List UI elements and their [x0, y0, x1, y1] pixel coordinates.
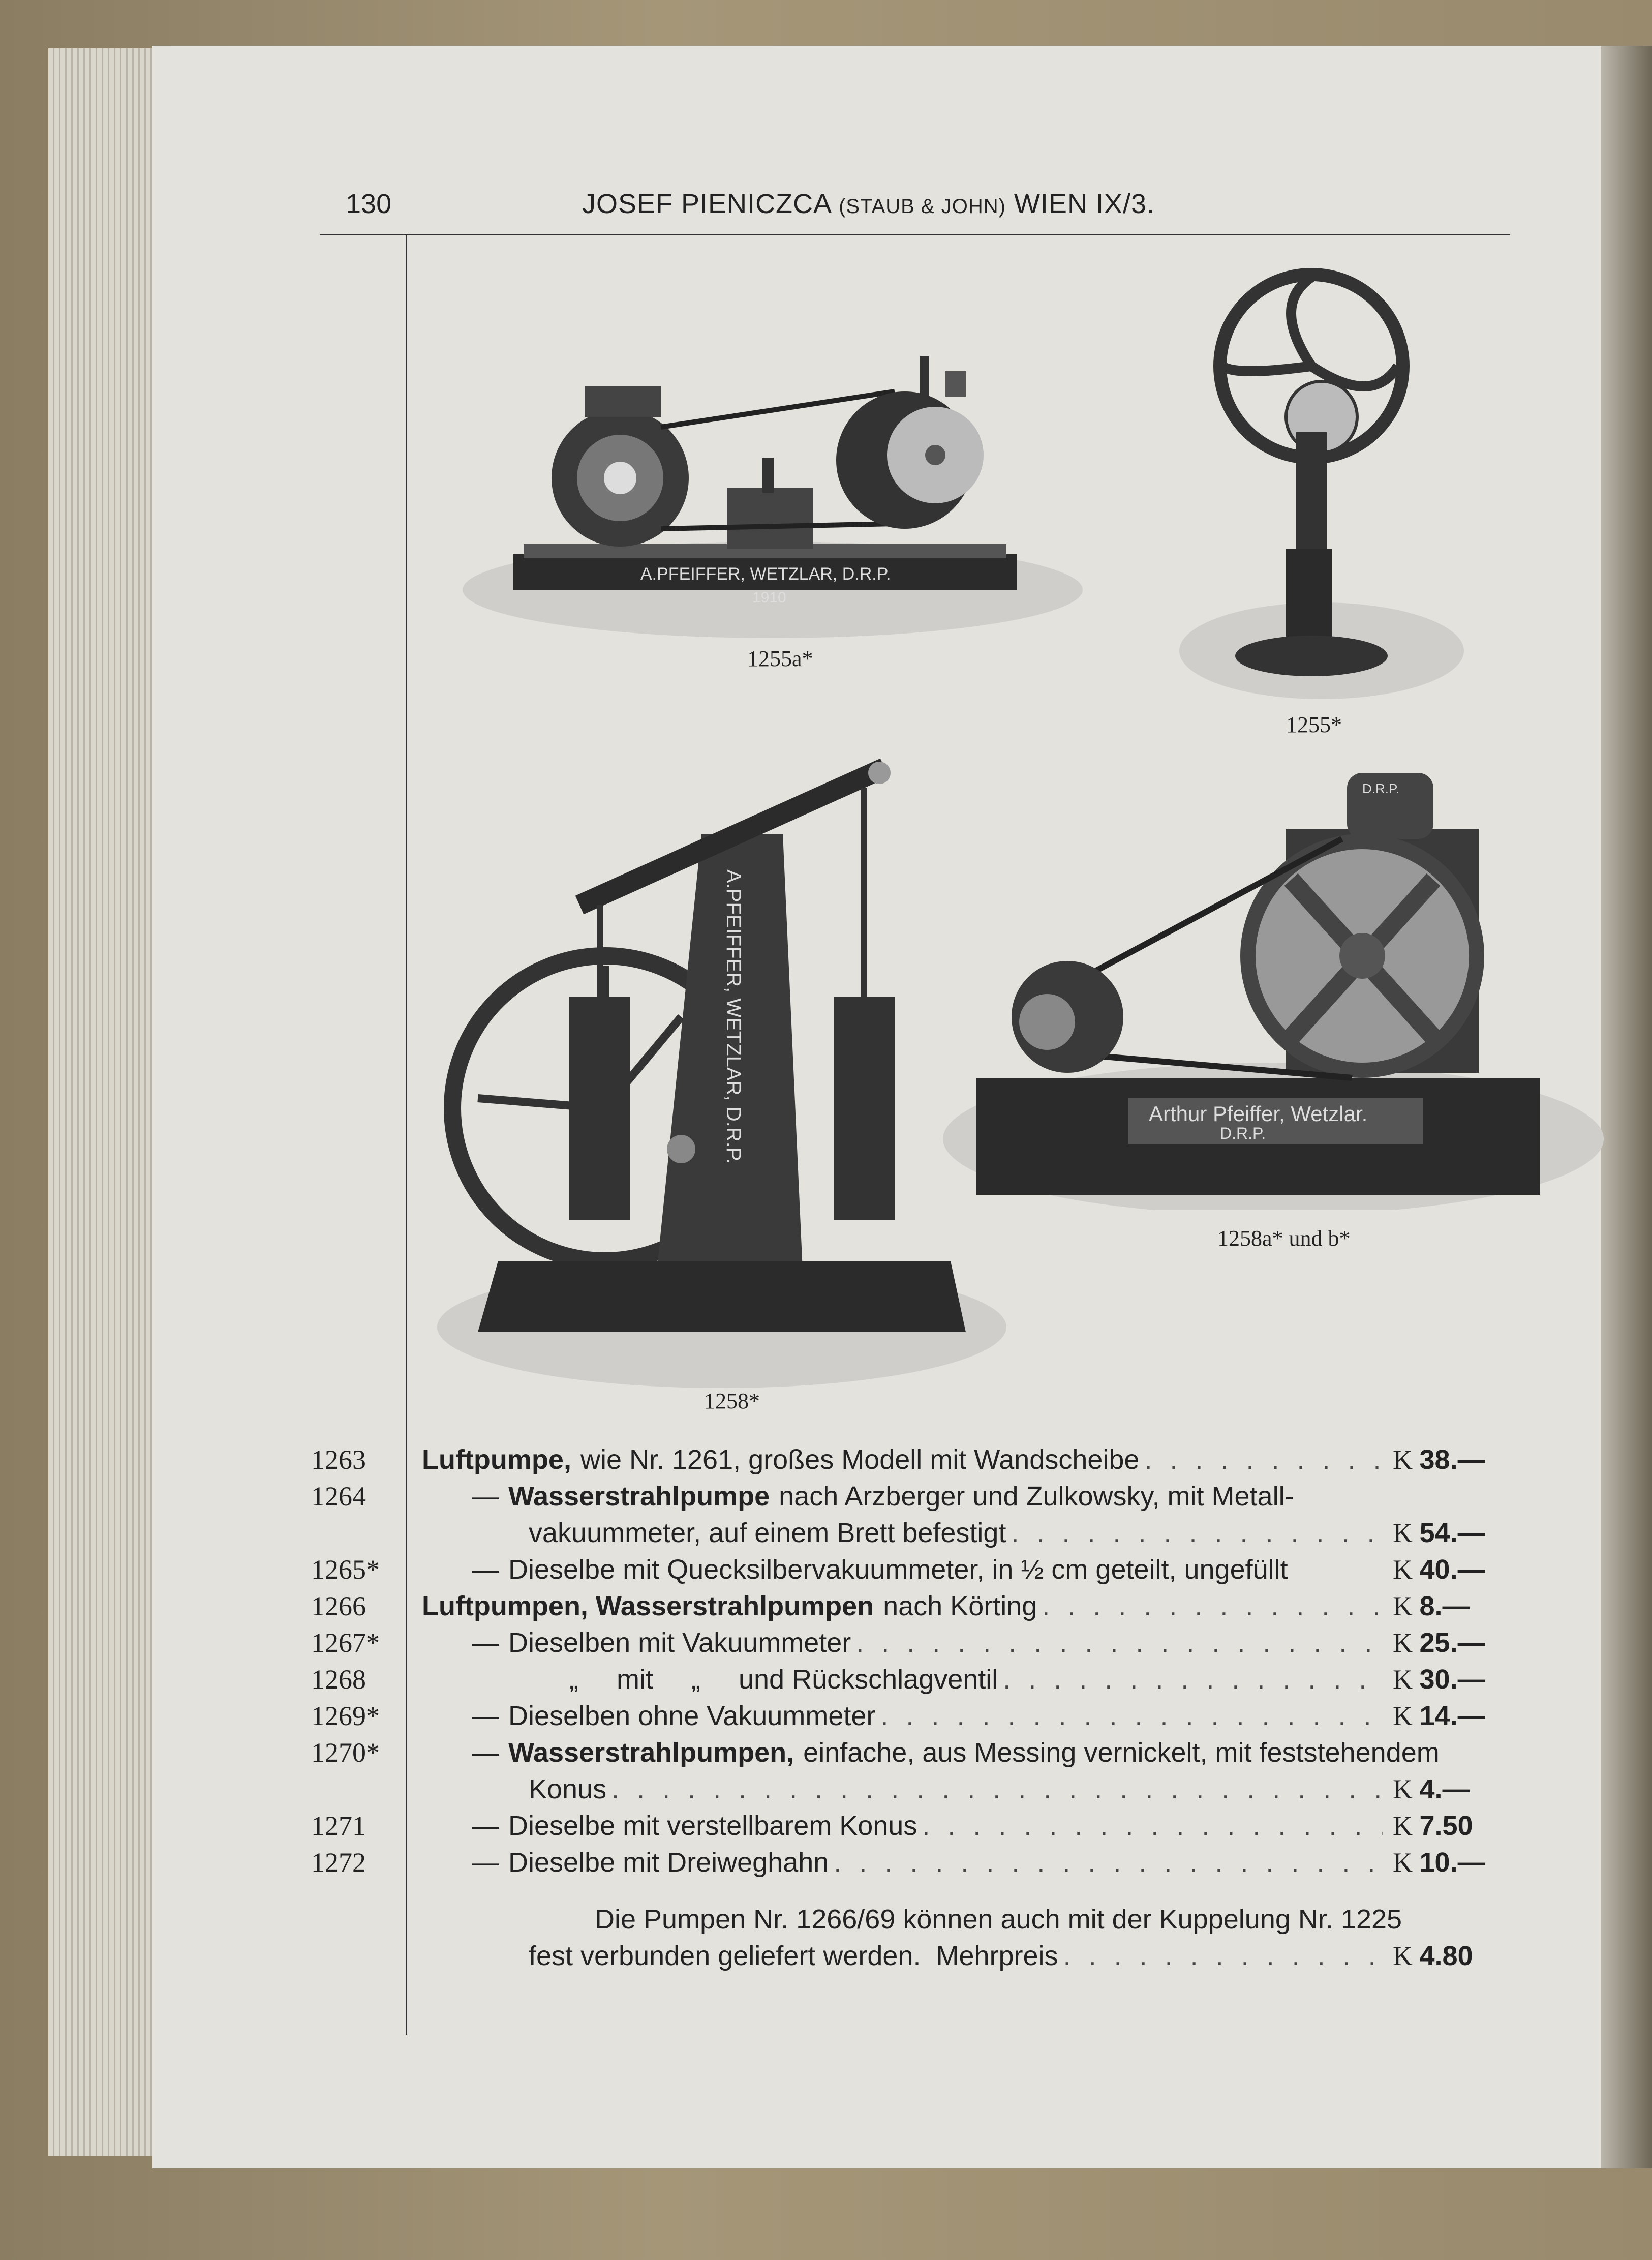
entry-number: 1271: [311, 1811, 366, 1841]
caption-1258ab: 1258a* und b*: [1217, 1226, 1351, 1251]
entry-text: einfache, aus Messing vernickelt, mit feststehendem: [803, 1737, 1440, 1768]
price-currency: K: [1393, 1774, 1413, 1804]
caption-1255: 1255*: [1286, 712, 1342, 737]
entry-1269: [422, 1700, 1388, 1732]
entry-1268: [569, 1664, 1388, 1695]
plate-line-1: Arthur Pfeiffer, Wetzlar.: [1149, 1102, 1368, 1126]
entry-number: 1264: [311, 1481, 366, 1512]
plate-year: 1910: [752, 589, 786, 606]
entry-number: 1269*: [311, 1701, 380, 1731]
entry-name: Wasserstrahlpumpen,: [508, 1737, 794, 1768]
entry-1271: [422, 1810, 1388, 1842]
header-city: WIEN IX/3.: [1014, 189, 1155, 219]
leader-dots: [1144, 1444, 1383, 1475]
price-value: 4.80: [1419, 1941, 1473, 1971]
illustration-1255a: [447, 325, 1108, 641]
entry-text: Dieselben mit Vakuummeter: [508, 1628, 851, 1658]
price-1270: [1393, 1773, 1470, 1805]
price-currency: K: [1393, 1847, 1413, 1878]
entry-number: 1270*: [311, 1737, 380, 1768]
price-currency: K: [1393, 1518, 1413, 1548]
price-value: 10.—: [1419, 1847, 1485, 1878]
price-currency: K: [1393, 1554, 1413, 1585]
leader-dots: [834, 1847, 1383, 1878]
entry-1270: [422, 1737, 1494, 1768]
entry-1267: [422, 1627, 1388, 1659]
leader-dots: [856, 1627, 1383, 1659]
entry-1264: [422, 1481, 1494, 1512]
leader-dots: [1011, 1517, 1383, 1549]
price-1264: [1393, 1517, 1485, 1549]
leader-dots: [611, 1773, 1383, 1805]
entry-dash: —: [472, 1811, 499, 1841]
entry-text: Dieselben ohne Vakuummeter: [508, 1701, 876, 1731]
illustration-1255: [1159, 264, 1484, 712]
header-rule: [320, 234, 1510, 235]
entry-1265: [422, 1554, 1388, 1585]
column-text: A.PFEIFFER, WETZLAR, D.R.P.: [722, 869, 745, 1164]
price-1266: [1393, 1590, 1470, 1622]
entry-text: Konus: [529, 1774, 607, 1804]
price-1271: [1393, 1810, 1473, 1842]
entry-1263: [422, 1444, 1388, 1475]
price-1269: [1393, 1700, 1485, 1732]
price-value: 7.50: [1419, 1811, 1473, 1841]
note-text: Die Pumpen Nr. 1266/69 können auch mit der Kuppelung Nr. 1225: [595, 1904, 1402, 1935]
caption-1258: 1258*: [704, 1389, 760, 1413]
price-currency: K: [1393, 1628, 1413, 1658]
leader-dots: [880, 1700, 1383, 1732]
leader-dots: [1042, 1590, 1383, 1622]
entry-text: Dieselbe mit verstellbarem Konus: [508, 1811, 917, 1841]
price-currency: K: [1393, 1811, 1413, 1841]
note-line-1: [595, 1904, 1500, 1935]
column-rule: [406, 235, 407, 2035]
illustration-1258: [417, 752, 1027, 1388]
entry-1272: [422, 1847, 1388, 1878]
entry-text: Dieselbe mit Quecksilbervakuummeter, in ½ cm geteilt, ungefüllt: [508, 1554, 1288, 1585]
price-value: 8.—: [1419, 1591, 1470, 1621]
entry-dash: —: [472, 1554, 499, 1585]
price-value: 4.—: [1419, 1774, 1470, 1804]
leader-dots: [1003, 1664, 1383, 1695]
entry-text: vakuummeter, auf einem Brett befestigt: [529, 1518, 1006, 1548]
note-text: fest verbunden geliefert werden. Mehrpreis: [529, 1941, 1058, 1971]
entry-name: Wasserstrahlpumpe: [508, 1481, 770, 1512]
leader-dots: [922, 1810, 1383, 1842]
price-note: [1393, 1940, 1473, 1972]
entry-number: 1272: [311, 1847, 366, 1878]
price-value: 14.—: [1419, 1701, 1485, 1731]
price-value: 30.—: [1419, 1664, 1485, 1695]
entry-text: nach Arzberger und Zulkowsky, mit Metall-: [779, 1481, 1294, 1512]
entry-name: Luftpumpe,: [422, 1444, 571, 1475]
entry-1264-cont: [529, 1517, 1388, 1549]
price-currency: K: [1393, 1444, 1413, 1475]
price-1268: [1393, 1664, 1485, 1695]
entry-dash: —: [472, 1847, 499, 1878]
caption-1255a: 1255a*: [747, 646, 813, 671]
illustration-1258ab: [935, 752, 1611, 1210]
price-currency: K: [1393, 1591, 1413, 1621]
price-currency: K: [1393, 1664, 1413, 1695]
entry-text: wie Nr. 1261, großes Modell mit Wandscheibe: [580, 1444, 1140, 1475]
entry-dash: —: [472, 1737, 499, 1768]
entry-name: Luftpumpen, Wasserstrahlpumpen: [422, 1591, 874, 1621]
price-1267: [1393, 1627, 1485, 1659]
price-1263: [1393, 1444, 1485, 1475]
entry-number: 1266: [311, 1591, 366, 1621]
price-1265: [1393, 1554, 1485, 1585]
price-value: 38.—: [1419, 1444, 1485, 1475]
entry-number: 1265*: [311, 1554, 380, 1585]
entry-number: 1263: [311, 1444, 366, 1475]
entry-text: nach Körting: [883, 1591, 1037, 1621]
price-value: 40.—: [1419, 1554, 1485, 1585]
top-mark: D.R.P.: [1362, 781, 1400, 796]
entry-text: Dieselbe mit Dreiweghahn: [508, 1847, 829, 1878]
note-line-2: [529, 1940, 1388, 1972]
price-currency: K: [1393, 1701, 1413, 1731]
entry-1270-cont: [529, 1773, 1388, 1805]
price-1272: [1393, 1847, 1485, 1878]
plate-text: A.PFEIFFER, WETZLAR, D.R.P.: [640, 564, 891, 584]
entry-1266: [422, 1590, 1388, 1622]
entry-number: 1268: [311, 1664, 366, 1695]
header-firm: JOSEF PIENICZCA: [582, 189, 831, 219]
plate-line-2: D.R.P.: [1220, 1124, 1266, 1142]
page-header-title: [582, 188, 1155, 220]
leader-dots: [1063, 1940, 1383, 1972]
entry-dash: —: [472, 1701, 499, 1731]
entry-dash: —: [472, 1481, 499, 1512]
price-value: 54.—: [1419, 1518, 1485, 1548]
entry-number: 1267*: [311, 1628, 380, 1658]
header-firm-subtitle: (STAUB & JOHN): [839, 195, 1006, 218]
page-edges: [48, 48, 170, 2156]
price-currency: K: [1393, 1941, 1413, 1971]
entry-dash: —: [472, 1628, 499, 1658]
entry-text: „ mit „ und Rückschlagventil: [569, 1664, 998, 1695]
price-value: 25.—: [1419, 1628, 1485, 1658]
page-number: 130: [346, 189, 392, 219]
